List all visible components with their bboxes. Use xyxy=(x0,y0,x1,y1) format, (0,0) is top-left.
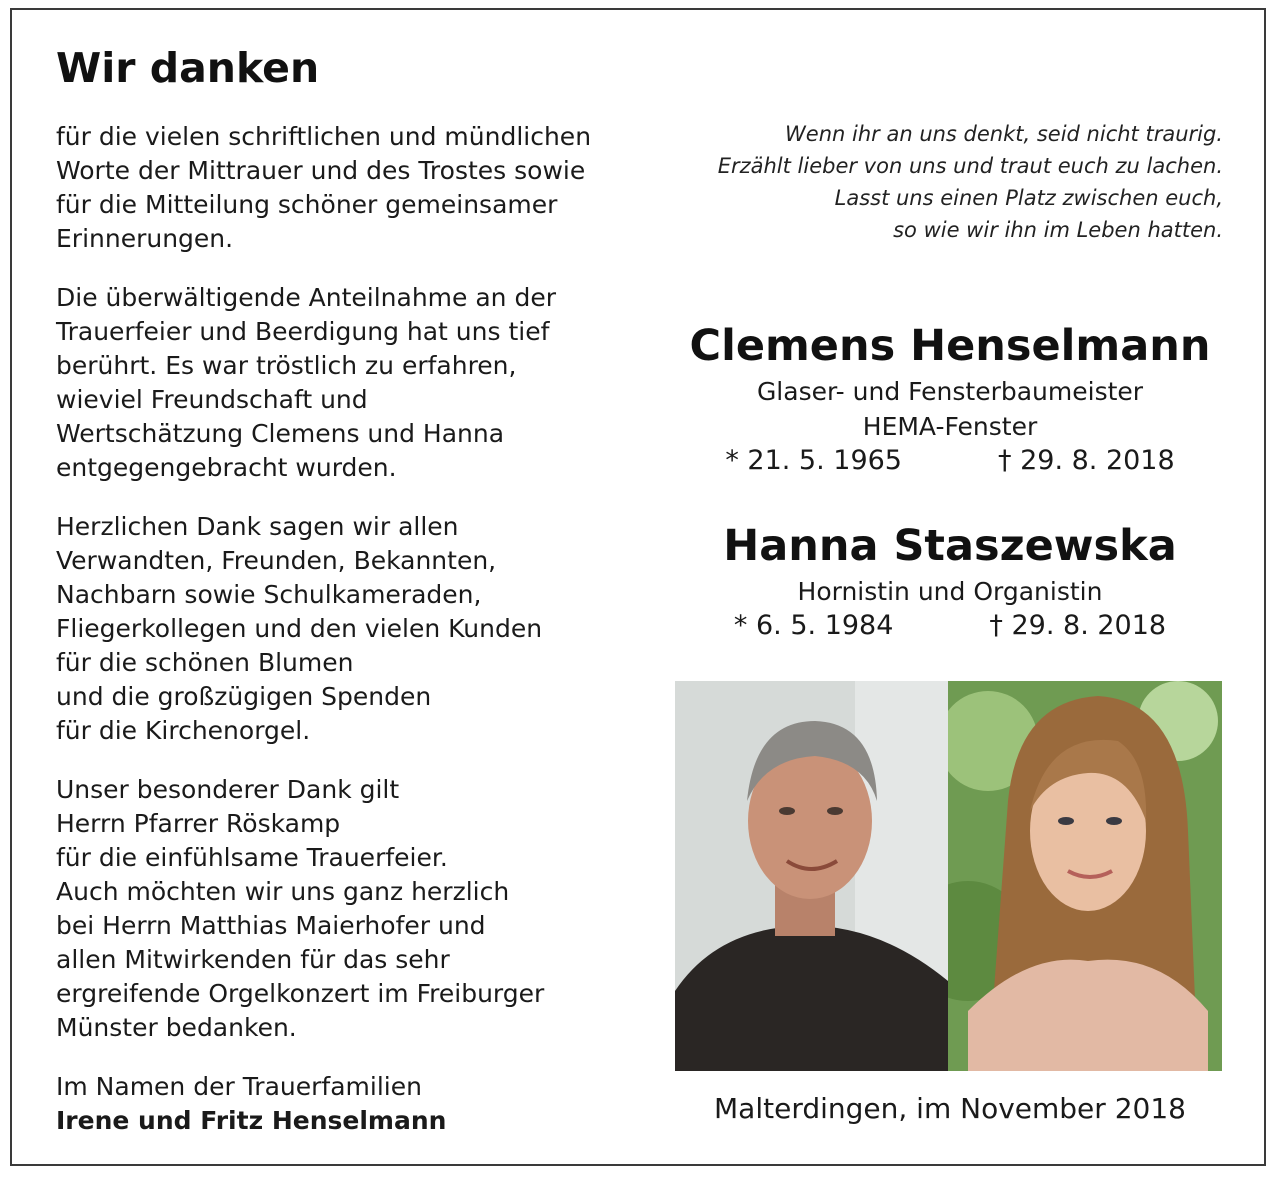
portrait-photos xyxy=(675,681,1222,1071)
deceased-clemens xyxy=(678,318,1222,478)
text-line: Herrn Pfarrer Röskamp xyxy=(56,809,341,838)
text-line: für die vielen schriftlichen und mündlichen xyxy=(56,122,592,151)
thank-you-text xyxy=(56,120,656,1163)
woman-portrait-image xyxy=(948,681,1222,1071)
text-line: Die überwältigende Anteilnahme an der xyxy=(56,283,556,312)
portrait-hanna xyxy=(948,681,1222,1071)
memorial-poem xyxy=(718,118,1223,246)
place-and-date: Malterdingen, im November 2018 xyxy=(714,1092,1186,1125)
birth-date: * 6. 5. 1984 xyxy=(733,610,894,641)
paragraph-thanks xyxy=(56,510,656,748)
text-line: Münster bedanken. xyxy=(56,1013,297,1042)
text-line: Nachbarn sowie Schulkameraden, xyxy=(56,580,482,609)
deceased-profession: Hornistin und Organistin xyxy=(797,577,1103,606)
deceased-name: Clemens Henselmann xyxy=(689,321,1211,371)
text-line: für die Mitteilung schöner gemeinsamer xyxy=(56,190,558,219)
deceased-hanna xyxy=(678,518,1222,643)
signature-names: Irene und Fritz Henselmann xyxy=(56,1106,447,1135)
text-line: und die großzügigen Spenden xyxy=(56,682,432,711)
text-line: Auch möchten wir uns ganz herzlich xyxy=(56,877,510,906)
paragraph-special-thanks xyxy=(56,773,656,1045)
poem-line: Erzählt lieber von uns und traut euch zu lachen. xyxy=(717,154,1223,178)
page-title: Wir danken xyxy=(56,44,320,92)
deceased-profession: Glaser- und Fensterbaumeister xyxy=(756,377,1144,406)
life-dates xyxy=(678,609,1222,643)
death-date: † 29. 8. 2018 xyxy=(989,610,1167,641)
text-line: bei Herrn Matthias Maierhofer und xyxy=(56,911,486,940)
poem-line: so wie wir ihn im Leben hatten. xyxy=(893,218,1223,242)
life-dates xyxy=(678,444,1222,478)
text-line: Wertschätzung Clemens und Hanna xyxy=(56,419,505,448)
text-line: Unser besonderer Dank gilt xyxy=(56,775,400,804)
paragraph-sympathy xyxy=(56,281,656,485)
text-line: ergreifende Orgelkonzert im Freiburger xyxy=(56,979,545,1008)
text-line: wieviel Freundschaft und xyxy=(56,385,368,414)
deceased-company: HEMA-Fenster xyxy=(862,412,1038,441)
text-line: berührt. Es war tröstlich zu erfahren, xyxy=(56,351,517,380)
text-line: Erinnerungen. xyxy=(56,224,234,253)
text-line: Trauerfeier und Beerdigung hat uns tief xyxy=(56,317,550,346)
text-line: für die einfühlsame Trauerfeier. xyxy=(56,843,448,872)
poem-line: Lasst uns einen Platz zwischen euch, xyxy=(834,186,1223,210)
text-line: Worte der Mittrauer und des Trostes sowie xyxy=(56,156,586,185)
birth-date: * 21. 5. 1965 xyxy=(725,445,902,476)
paragraph-condolences xyxy=(56,120,656,256)
text-line: Verwandten, Freunden, Bekannten, xyxy=(56,546,497,575)
death-date: † 29. 8. 2018 xyxy=(998,445,1175,476)
portrait-clemens xyxy=(675,681,948,1071)
text-line: entgegengebracht wurden. xyxy=(56,453,397,482)
text-line: Fliegerkollegen und den vielen Kunden xyxy=(56,614,543,643)
text-line: allen Mitwirkenden für das sehr xyxy=(56,945,450,974)
text-line: Herzlichen Dank sagen wir allen xyxy=(56,512,459,541)
signature-intro: Im Namen der Trauerfamilien xyxy=(56,1072,422,1101)
poem-line: Wenn ihr an uns denkt, seid nicht traurig. xyxy=(785,122,1223,146)
text-line: für die Kirchenorgel. xyxy=(56,716,311,745)
text-line: für die schönen Blumen xyxy=(56,648,354,677)
man-portrait-image xyxy=(675,681,948,1071)
signature-block xyxy=(56,1070,656,1138)
deceased-name: Hanna Staszewska xyxy=(723,521,1177,571)
